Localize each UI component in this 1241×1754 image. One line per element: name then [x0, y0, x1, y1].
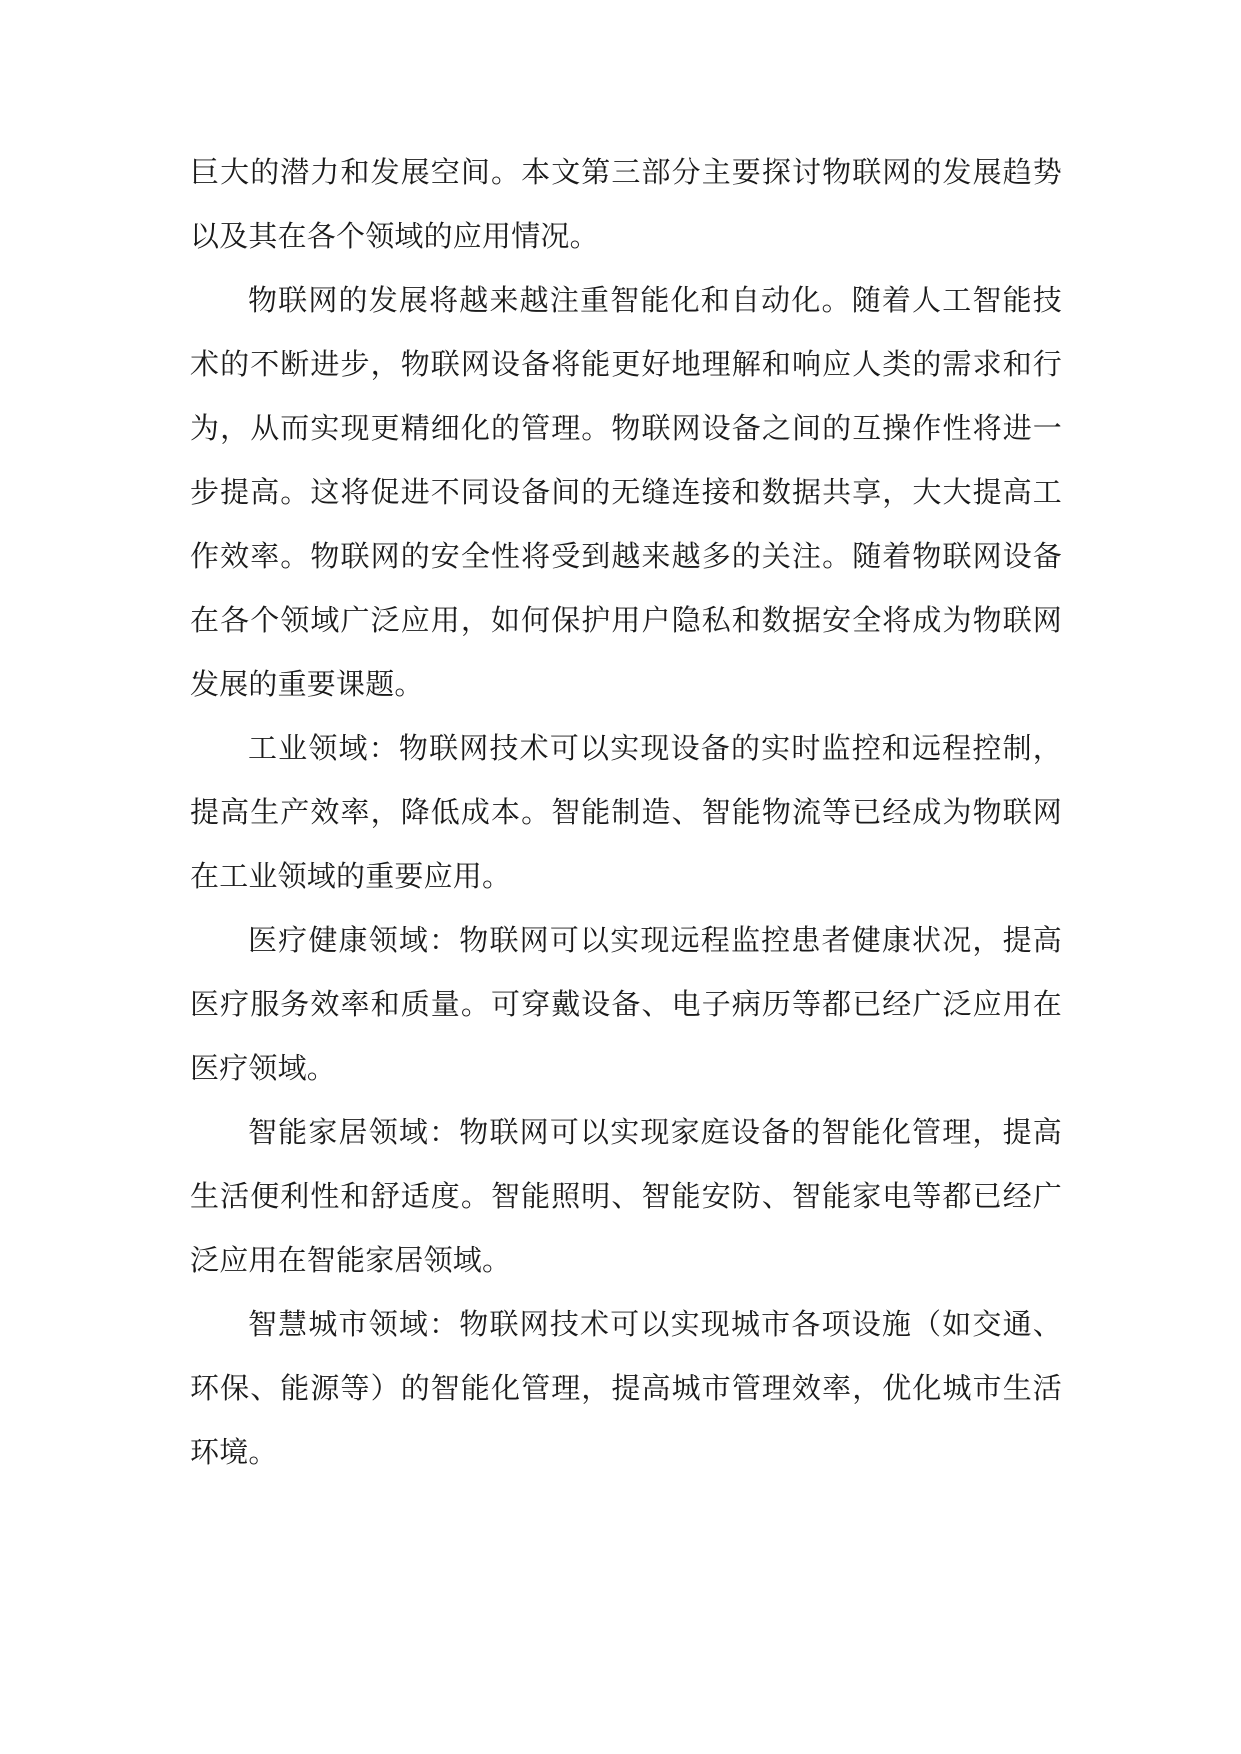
paragraph-trends: 物联网的发展将越来越注重智能化和自动化。随着人工智能技术的不断进步，物联网设备将能更好地理解和响应人类的需求和行为，从而实现更精细化的管理。物联网设备之间的互操作性将进一步提高。这将促进不同设备间的无缝连接和数据共享，大大提高工作效率。物联网的安全性将受到越来越多的关注。随着物联网设备在各个领域广泛应用，如何保护用户隐私和数据安全将成为物联网发展的重要课题。 — [190, 283, 1062, 701]
paragraph-continuation: 巨大的潜力和发展空间。本文第三部分主要探讨物联网的发展趋势以及其在各个领域的应用情况。 — [190, 155, 1062, 253]
paragraph-industry: 工业领域：物联网技术可以实现设备的实时监控和远程控制，提高生产效率，降低成本。智能制造、智能物流等已经成为物联网在工业领域的重要应用。 — [190, 731, 1062, 893]
paragraph-healthcare: 医疗健康领域：物联网可以实现远程监控患者健康状况，提高医疗服务效率和质量。可穿戴设备、电子病历等都已经广泛应用在医疗领域。 — [190, 923, 1062, 1085]
body-text — [190, 140, 1062, 1484]
paragraph-smart-city: 智慧城市领域：物联网技术可以实现城市各项设施（如交通、环保、能源等）的智能化管理，提高城市管理效率，优化城市生活环境。 — [190, 1307, 1062, 1469]
paragraph-smart-home: 智能家居领域：物联网可以实现家庭设备的智能化管理，提高生活便利性和舒适度。智能照明、智能安防、智能家电等都已经广泛应用在智能家居领域。 — [190, 1115, 1062, 1277]
